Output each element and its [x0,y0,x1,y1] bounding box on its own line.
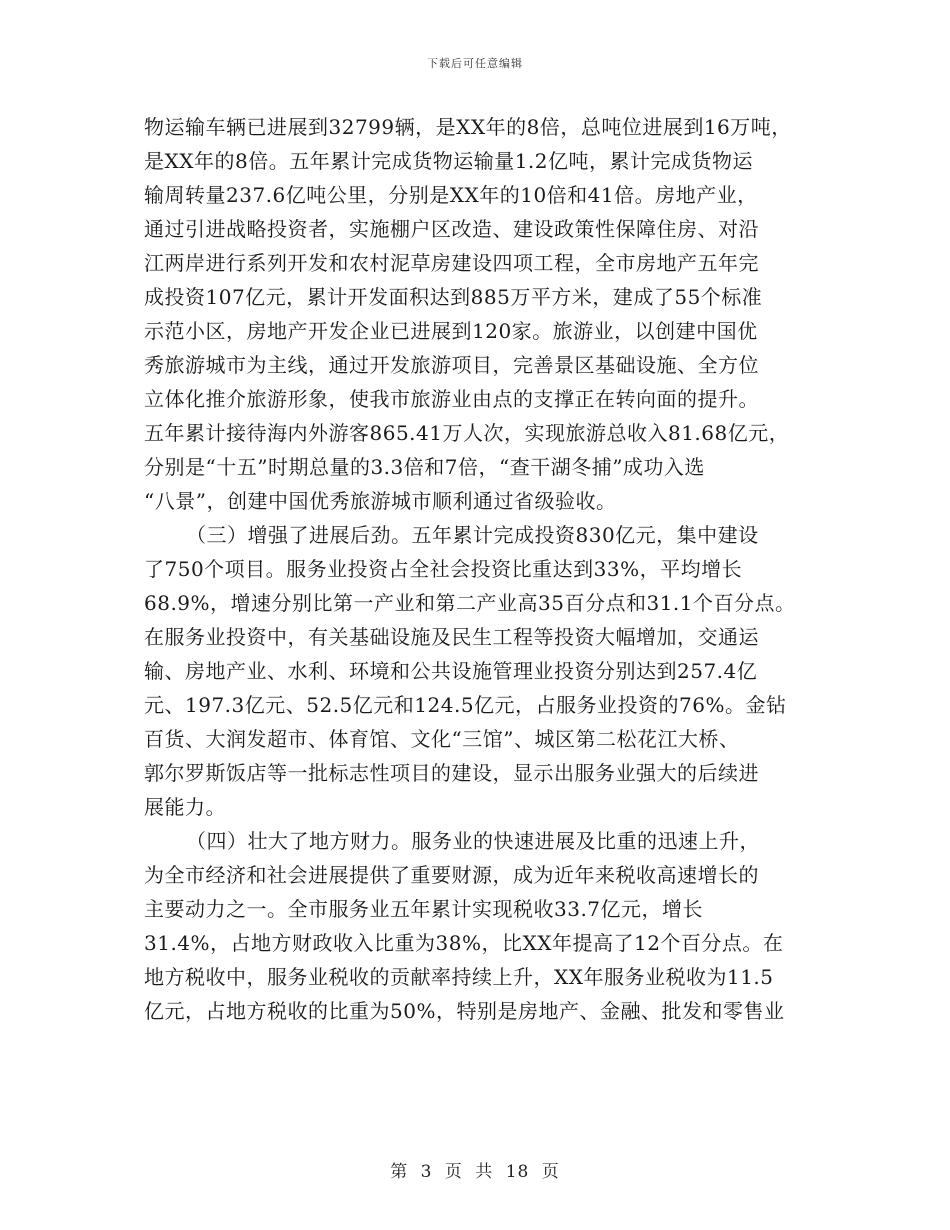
paragraph-start-line: （三）增强了进展后劲。五年累计完成投资830亿元，集中建设 [186,523,759,547]
header-note: 下载后可任意编辑 [427,57,523,70]
text-line: 输周转量237.6亿吨公里，分别是XX年的10倍和41倍。房地产业， [144,183,758,207]
text-line: 31.4%，占地方财政收入比重为38%，比XX年提高了12个百分点。在 [144,931,784,955]
text-line: “八景”，创建中国优秀旅游城市顺利通过省级验收。 [144,489,617,513]
text-line: 在服务业投资中，有关基础设施及民生工程等投资大幅增加，交通运 [144,625,759,649]
text-line: 通过引进战略投资者，实施棚户区改造、建设政策性保障住房、对沿 [144,217,759,241]
text-line: 是XX年的8倍。五年累计完成货物运输量1.2亿吨，累计完成货物运 [144,149,754,173]
text-line: 物运输车辆已进展到32799辆，是XX年的8倍，总吨位进展到16万吨， [144,115,792,139]
text-line: 成投资107亿元，累计开发面积达到885万平方米，建成了55个标准 [144,285,763,309]
text-line: 68.9%，增速分别比第一产业和第二产业高35百分点和31.1个百分点。 [144,591,796,615]
text-line: 元、197.3亿元、52.5亿元和124.5亿元，占服务业投资的76%。金钻 [144,693,787,717]
text-line: 百货、大润发超市、体育馆、文化“三馆”、城区第二松花江大桥、 [144,727,740,751]
text-line: 江两岸进行系列开发和农村泥草房建设四项工程，全市房地产五年完 [144,251,759,275]
text-line: 立体化推介旅游形象，使我市旅游业由点的支撑正在转向面的提升。 [144,387,759,411]
paragraph-start-line: （四）壮大了地方财力。服务业的快速进展及比重的迅速上升， [186,829,760,853]
text-line: 五年累计接待海内外游客865.41万人次，实现旅游总收入81.68亿元， [144,421,790,445]
text-line: 地方税收中，服务业税收的贡献率持续上升，XX年服务业税收为11.5 [144,965,774,989]
text-line: 输、房地产业、水利、环境和公共设施管理业投资分别达到257.4亿 [144,659,758,683]
text-line: 示范小区，房地产开发企业已进展到120家。旅游业，以创建中国优 [144,319,758,343]
text-line: 分别是“十五”时期总量的3.3倍和7倍，“查干湖冬捕”成功入选 [144,455,705,479]
text-line: 为全市经济和社会进展提供了重要财源，成为近年来税收高速增长的 [144,863,759,887]
text-line: 主要动力之一。全市服务业五年累计实现税收33.7亿元，增长 [144,897,704,921]
text-line: 郭尔罗斯饭店等一批标志性项目的建设，显示出服务业强大的后续进 [144,761,759,785]
text-line: 展能力。 [144,795,226,819]
text-line: 亿元，占地方税收的比重为50%，特别是房地产、金融、批发和零售业 [144,999,785,1023]
document-body [144,110,824,1028]
text-line: 秀旅游城市为主线，通过开发旅游项目，完善景区基础设施、全方位 [144,353,759,377]
page-number-footer: 第 3 页 共 18 页 [390,1162,560,1182]
text-line: 了750个项目。服务业投资占全社会投资比重达到33%，平均增长 [144,557,743,581]
